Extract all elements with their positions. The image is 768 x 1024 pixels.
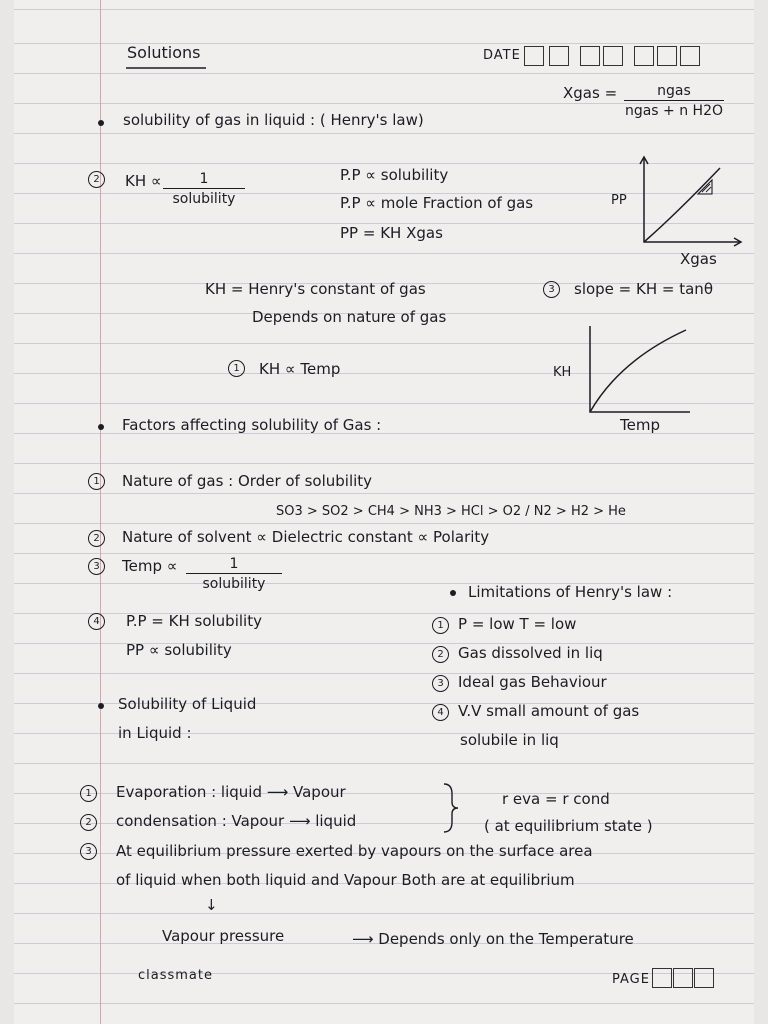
liquid-heading: Solubility of Liquid bbox=[118, 695, 257, 713]
brand-logo: classmate bbox=[138, 968, 213, 983]
number-circle: 3 bbox=[88, 558, 105, 575]
pp-vs-xgas-graph bbox=[636, 154, 746, 254]
rate-equation: r eva = r cond bbox=[502, 790, 610, 808]
temp-num: 1 bbox=[229, 556, 239, 572]
number-circle: 3 bbox=[432, 675, 449, 692]
kh-temp: KH ∝ Temp bbox=[259, 360, 341, 378]
solubility-order: SO3 > SO2 > CH4 > NH3 > HCl > O2 / N2 > H2 > He bbox=[276, 504, 626, 519]
limitation-item-cont: solubile in liq bbox=[460, 731, 559, 749]
number-circle: 1 bbox=[432, 617, 449, 634]
graph1-x-label: Xgas bbox=[680, 250, 717, 268]
kh-num: 1 bbox=[199, 171, 209, 187]
title-underline bbox=[126, 66, 210, 70]
vapour-pressure-depends: ⟶ Depends only on the Temperature bbox=[352, 930, 634, 948]
liquid-heading-cont: in Liquid : bbox=[118, 724, 192, 742]
kh-fraction bbox=[163, 171, 245, 208]
equilibrium-state: ( at equilibrium state ) bbox=[484, 817, 653, 835]
factors-heading: Factors affecting solubility of Gas : bbox=[122, 416, 382, 434]
bullet bbox=[450, 590, 456, 596]
number-circle: 1 bbox=[228, 360, 245, 377]
evaporation: Evaporation : liquid ⟶ Vapour bbox=[116, 783, 346, 801]
kh-definition: KH = Henry's constant of gas bbox=[205, 280, 426, 298]
margin-line bbox=[100, 0, 101, 1024]
date-label: DATE bbox=[483, 48, 521, 63]
bullet bbox=[98, 703, 104, 709]
limitation-item: Ideal gas Behaviour bbox=[458, 673, 607, 691]
number-circle: 3 bbox=[543, 281, 560, 298]
page-label: PAGE bbox=[612, 972, 650, 987]
vapour-pressure: Vapour pressure bbox=[162, 927, 285, 945]
vapour-line-1: At equilibrium pressure exerted by vapours on the surface area bbox=[116, 842, 593, 860]
limitation-item: Gas dissolved in liq bbox=[458, 644, 603, 662]
curly-brace bbox=[440, 782, 460, 834]
number-circle: 2 bbox=[80, 814, 97, 831]
graph2-x-label: Temp bbox=[620, 416, 660, 434]
number-circle: 2 bbox=[88, 171, 105, 188]
bullet bbox=[98, 424, 104, 430]
temp-den: solubility bbox=[186, 573, 282, 593]
factor-pp-solubility: PP ∝ solubility bbox=[126, 641, 232, 659]
number-circle: 4 bbox=[432, 704, 449, 721]
vapour-line-2: of liquid when both liquid and Vapour Both are at equilibrium bbox=[116, 871, 575, 889]
mole-fraction-num: ngas bbox=[657, 83, 691, 99]
factor-nature-solvent: Nature of solvent ∝ Dielectric constant ∝ Polarity bbox=[122, 528, 490, 546]
limitation-item: P = low T = low bbox=[458, 615, 577, 633]
limitation-item: V.V small amount of gas bbox=[458, 702, 640, 720]
kh-den: solubility bbox=[163, 188, 245, 208]
temp-fraction bbox=[186, 556, 282, 593]
mole-fraction-den: ngas + n H2O bbox=[624, 100, 724, 120]
factor-pp-kh: P.P = KH solubility bbox=[126, 612, 262, 630]
mole-fraction bbox=[624, 83, 724, 120]
kh-prop: KH ∝ bbox=[125, 172, 162, 190]
bullet bbox=[98, 120, 104, 126]
depends-nature: Depends on nature of gas bbox=[252, 308, 447, 326]
number-circle: 2 bbox=[88, 530, 105, 547]
condensation: condensation : Vapour ⟶ liquid bbox=[116, 812, 357, 830]
pp-solubility: P.P ∝ solubility bbox=[340, 166, 449, 184]
number-circle: 3 bbox=[80, 843, 97, 860]
graph2-y-label: KH bbox=[553, 365, 572, 380]
down-arrow: ↓ bbox=[205, 896, 218, 914]
page-title: Solutions bbox=[127, 43, 201, 62]
kh-vs-temp-graph bbox=[584, 320, 694, 420]
mole-fraction-lhs: Xgas = bbox=[563, 84, 618, 102]
henry-heading: solubility of gas in liquid : ( Henry's law) bbox=[123, 111, 424, 129]
pp-equation: PP = KH Xgas bbox=[340, 224, 443, 242]
graph1-y-label: PP bbox=[611, 193, 627, 208]
pp-mole-fraction: P.P ∝ mole Fraction of gas bbox=[340, 194, 534, 212]
limitations-heading: Limitations of Henry's law : bbox=[468, 583, 673, 601]
factor-nature-gas: Nature of gas : Order of solubility bbox=[122, 472, 373, 490]
slope-equation: slope = KH = tanθ bbox=[574, 280, 713, 298]
number-circle: 1 bbox=[88, 473, 105, 490]
factor-temp: Temp ∝ bbox=[122, 557, 178, 575]
number-circle: 1 bbox=[80, 785, 97, 802]
number-circle: 2 bbox=[432, 646, 449, 663]
number-circle: 4 bbox=[88, 613, 105, 630]
